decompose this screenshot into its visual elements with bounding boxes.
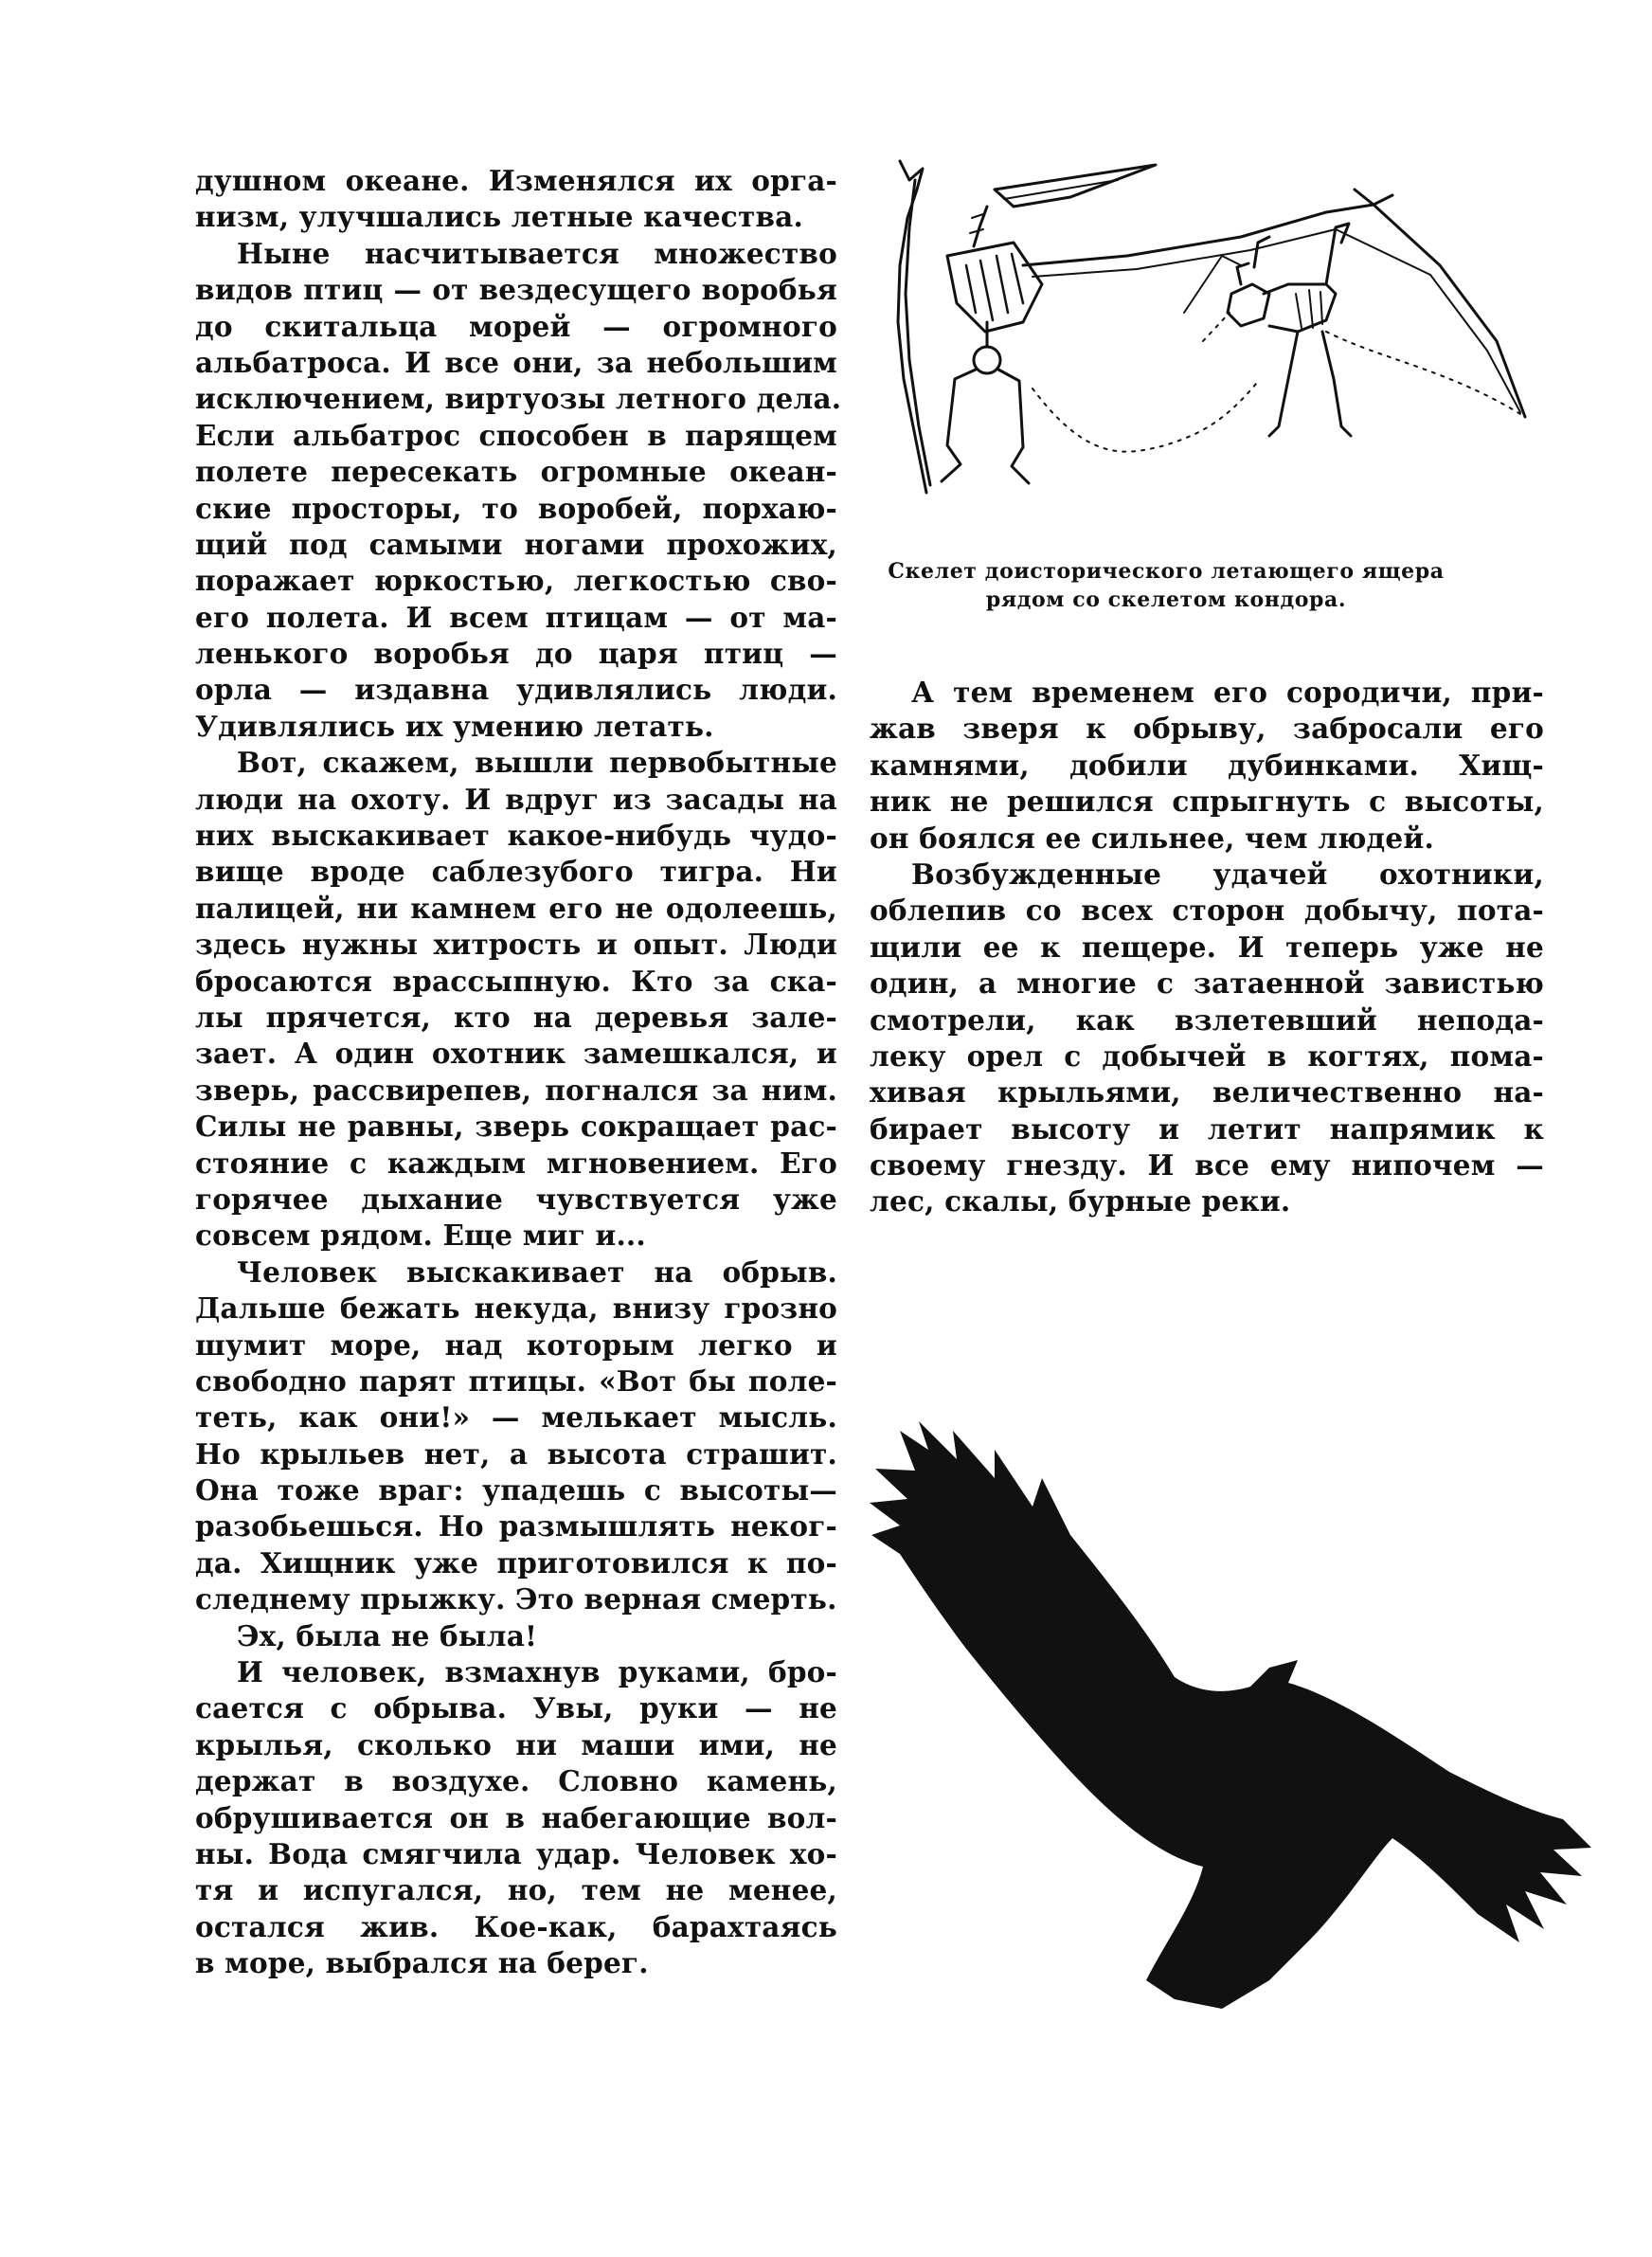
right-column-line: жав зверя к обрыву, забросали его [870, 712, 1544, 746]
left-column-line: зверь, рассвирепев, погнался за ним. [195, 1073, 837, 1107]
left-column-line: теть, как они!» — мелькает мысль. [195, 1400, 837, 1435]
left-column-line: Ныне насчитывается множество [237, 236, 837, 270]
left-column-line: Силы не равны, зверь сокращает рас- [195, 1110, 837, 1144]
left-column-line: Удивлялись их умению летать. [195, 709, 714, 743]
figure-caption [870, 557, 1463, 614]
left-column-line: обрушивается он в набегающие вол- [195, 1800, 837, 1834]
left-column-line: Человек выскакивает на обрыв. [237, 1255, 837, 1289]
left-column-line: следнему прыжку. Это верная смерть. [195, 1582, 837, 1616]
left-column-line: лы прячется, кто на деревья зале- [195, 1000, 837, 1034]
right-column-line: леку орел с добычей в когтях, пома- [870, 1038, 1544, 1073]
left-column-line: душном океане. Изменялся их орга- [195, 164, 837, 197]
right-column-line: один, а многие с затаенной завистью [870, 966, 1544, 1001]
right-column-line: ник не решился спрыгнуть с высоты, [870, 785, 1544, 819]
right-text-column [870, 675, 1544, 1220]
left-column-line: альбатроса. И все они, за небольшим [195, 345, 837, 379]
left-column-line: ские просторы, то воробей, порхаю- [195, 491, 837, 525]
right-column-line: лес, скалы, бурные реки. [870, 1184, 1291, 1219]
caption-line-2: рядом со скелетом кондора. [985, 587, 1347, 612]
eagle-silhouette-icon [862, 1412, 1601, 2018]
left-column-line: низм, улучшались летные качества. [195, 200, 803, 234]
right-column-line: камнями, добили дубинками. Хищ- [870, 748, 1544, 782]
left-column-line: орла — издавна удивлялись люди. [195, 673, 837, 707]
left-column-line: держат в воздухе. Словно камень, [195, 1764, 837, 1798]
left-column-line: видов птиц — от вездесущего воробья [195, 273, 837, 307]
right-column-line: своему гнезду. И все ему нипочем — [870, 1148, 1544, 1183]
left-column-line: исключением, виртуозы летного дела. [195, 382, 842, 416]
left-column-line: шумит море, над которым легко и [195, 1327, 837, 1362]
left-column-line: сается с обрыва. Увы, руки — не [195, 1691, 837, 1725]
left-column-line: его полета. И всем птицам — от ма- [195, 600, 837, 634]
left-column-line: крылья, сколько ни маши ими, не [195, 1727, 837, 1761]
left-column-line: в море, выбрался на берег. [195, 1946, 649, 1980]
left-column-line: вище вроде саблезубого тигра. Ни [195, 855, 837, 889]
left-column-line: Если альбатрос способен в парящем [195, 418, 837, 452]
left-column-line: до скитальца морей — огромного [195, 309, 837, 343]
right-column-line: смотрели, как взлетевший непода- [870, 1002, 1544, 1037]
left-column-line: ленького воробья до царя птиц — [195, 637, 837, 671]
caption-line-1: Скелет доисторического летающего ящера [888, 559, 1445, 584]
left-column-line: остался жив. Кое-как, барахтаясь [195, 1909, 837, 1943]
right-column-line: А тем временем его сородичи, при- [911, 676, 1544, 709]
left-column-line: щий под самыми ногами прохожих, [195, 527, 837, 561]
right-column-line: щили ее к пещере. И теперь уже не [870, 930, 1544, 964]
left-column-line: И человек, взмахнув руками, бро- [237, 1655, 837, 1689]
right-column-line: Возбужденные удачей охотники, [911, 857, 1544, 891]
left-column-line: люди на охоту. И вдруг из засады на [195, 782, 837, 816]
left-column-line: них выскакивает какое-нибудь чудо- [195, 819, 837, 853]
left-column-line: Эх, была не была! [237, 1618, 538, 1652]
left-column-line: тя и испугался, но, тем не менее, [195, 1873, 837, 1907]
left-column-line: Она тоже враг: упадешь с высоты— [195, 1473, 837, 1508]
left-column-line: зает. А один охотник замешкался, и [195, 1037, 837, 1071]
right-column-line: хивая крыльями, величественно на- [870, 1075, 1544, 1110]
left-column-line: ны. Вода смягчила удар. Человек хо- [195, 1836, 837, 1870]
left-column-line: Но крыльев нет, а высота страшит. [195, 1436, 837, 1471]
left-column-line: Вот, скажем, вышли первобытные [237, 746, 837, 780]
right-column-line: он боялся ее сильнее, чем людей. [870, 821, 1434, 855]
left-column-line: разобьешься. Но размышлять неког- [195, 1509, 837, 1544]
left-column-line: совсем рядом. Еще миг и... [195, 1219, 646, 1253]
left-column-line: поражает юркостью, легкостью сво- [195, 564, 837, 598]
right-column-line: бирает высоту и летит напрямик к [870, 1111, 1544, 1146]
left-column-line: полете пересекать огромные океан- [195, 455, 837, 489]
left-column-line: свободно парят птицы. «Вот бы поле- [195, 1363, 837, 1398]
left-column-line: палицей, ни камнем его не одолеешь, [195, 891, 837, 925]
left-column-line: горячее дыхание чувствуется уже [195, 1182, 837, 1216]
left-column-line: стояние с каждым мгновением. Его [195, 1146, 837, 1180]
right-column-line: облепив со всех сторон добычу, пота- [870, 894, 1544, 928]
left-text-column [195, 163, 842, 1982]
left-column-line: да. Хищник уже приготовился к по- [195, 1545, 837, 1580]
left-column-line: Дальше бежать некуда, внизу грозно [195, 1291, 837, 1326]
skeleton-illustration-icon [881, 152, 1535, 550]
left-column-line: здесь нужны хитрость и опыт. Люди [195, 928, 837, 962]
left-column-line: бросаются врассыпную. Кто за ска- [195, 964, 837, 998]
